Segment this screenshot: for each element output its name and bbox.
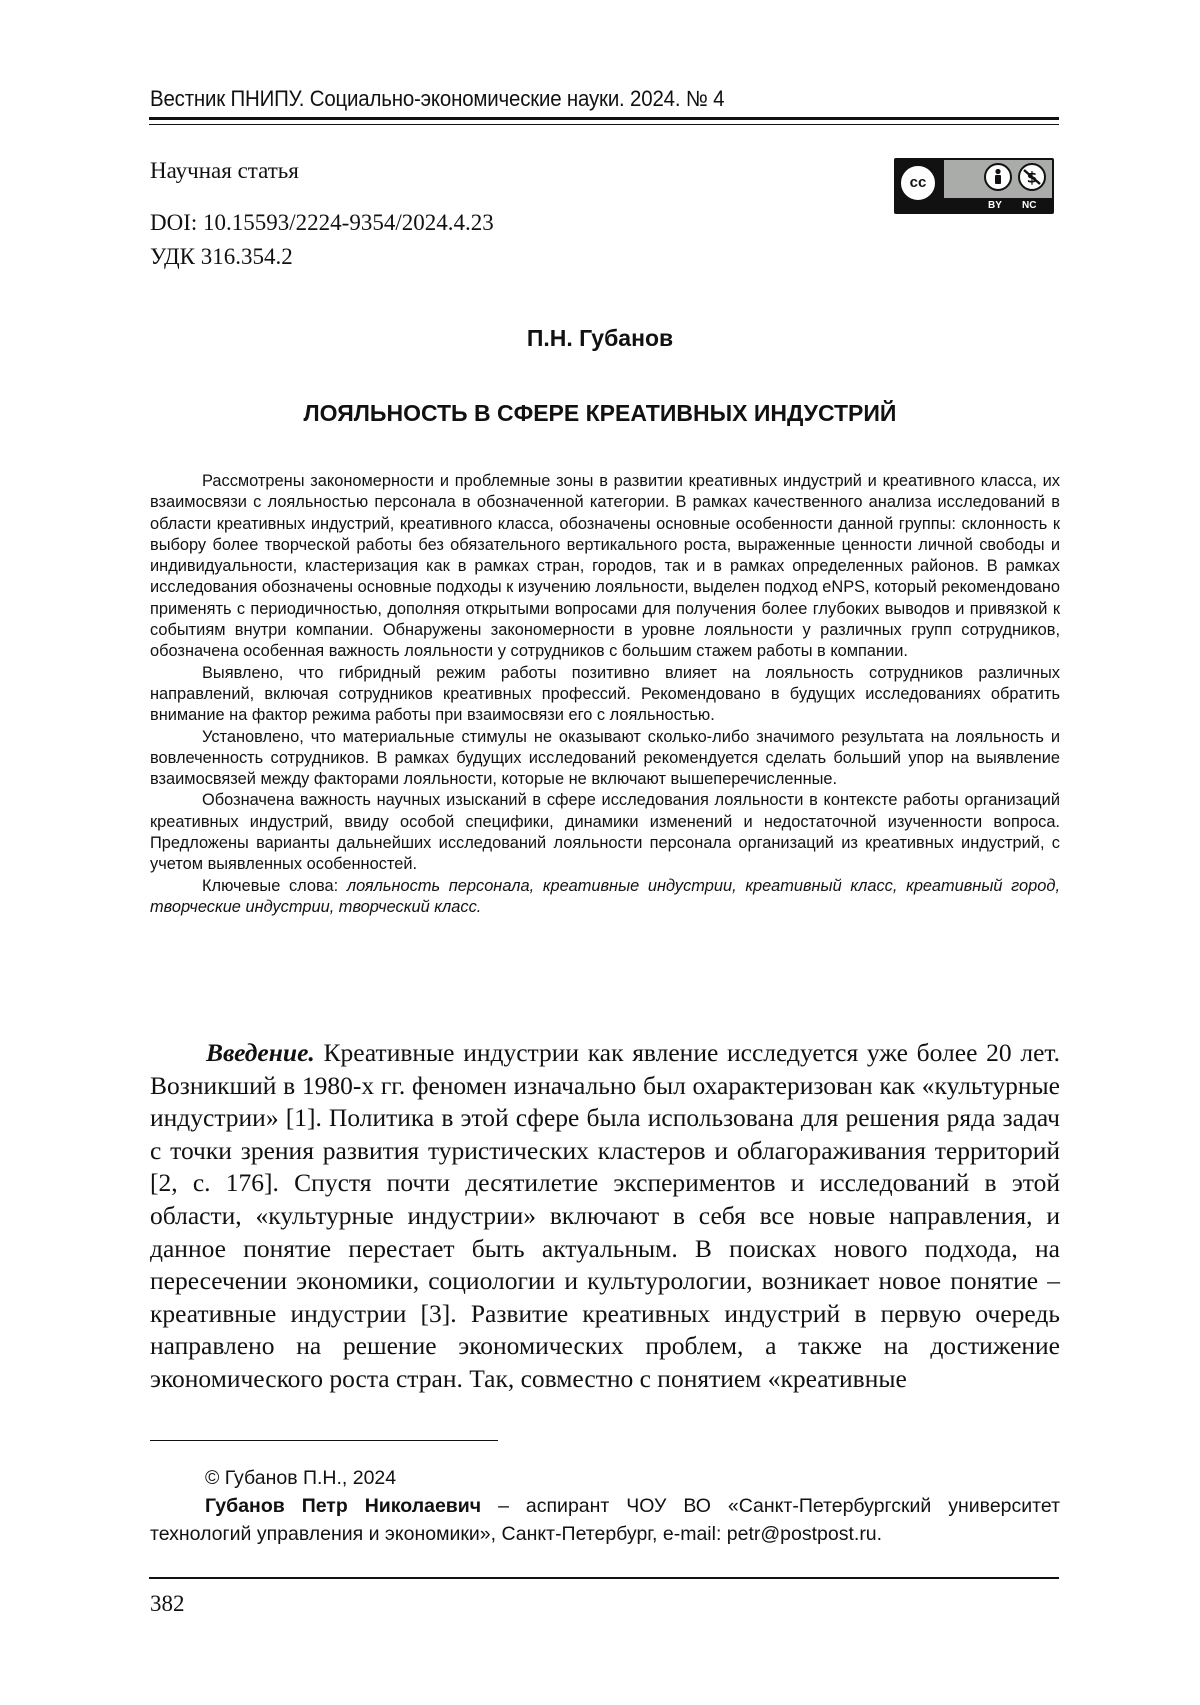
doi: DOI: 10.15593/2224-9354/2024.4.23 — [150, 210, 494, 236]
cc-nc-label: NC — [1022, 200, 1036, 211]
author-bio-text: – аспирант ЧОУ ВО «Санкт-Петербургский университет технологий управления и экономики», Санкт-Петербург, e-mail: petr@postpost.ru. — [150, 1495, 1060, 1545]
abstract-paragraph: Обозначена важность научных изысканий в сфере исследования лояльности в контексте работы организаций креативных индустрий, ввиду особой специфики, динамики изменений и недостаточной изученности вопроса. Предложены варианты дальнейших исследований лояльности персонала организаций из креативных индустрий, с учетом выявленных особенностей. — [150, 790, 1060, 875]
article-type: Научная статья — [150, 158, 299, 184]
footnote-rule — [150, 1440, 498, 1441]
author-bio — [150, 1492, 1060, 1548]
cc-icon: cc — [898, 163, 938, 203]
cc-by-label: BY — [988, 200, 1002, 211]
footer-rule — [149, 1577, 1059, 1579]
article-page — [0, 0, 1200, 1705]
page-number: 382 — [150, 1591, 185, 1617]
udc-code: УДК 316.354.2 — [150, 244, 293, 270]
keywords-list: лояльность персонала, креативные индустрии, креативный класс, креативный город, творческие индустрии, творческий класс. — [150, 877, 1060, 916]
intro-text: Креативные индустрии как явление исследуется уже более 20 лет. Возникший в 1980-х гг. феномен изначально был охарактеризован как «культурные индустрии» [1]. Политика в этой сфере была использована для решения ряда задач с точки зрения развития туристических кластеров и облагораживания территорий [2, с. 176]. Спустя почти десятилетие экспериментов и исследований в этой области, «культурные индустрии» включают в себя все новые направления, и данное понятие перестает быть актуальным. В поисках нового подхода, на пересечении экономики, социологии и культурологии, возникает новое понятие – креативные индустрии [3]. Развитие креативных индустрий в первую очередь направлено на решение экономических проблем, а также на достижение экономического роста стран. Так, совместно с понятием «креативные — [150, 1038, 1060, 1393]
noncommercial-dollar-icon — [1018, 163, 1046, 191]
intro-heading: Введение. — [206, 1038, 315, 1067]
author-name: П.Н. Губанов — [0, 325, 1200, 352]
intro-paragraph — [150, 1037, 1060, 1396]
article-title: ЛОЯЛЬНОСТЬ В СФЕРЕ КРЕАТИВНЫХ ИНДУСТРИЙ — [0, 400, 1200, 427]
running-header: Вестник ПНИПУ. Социально-экономические науки. 2024. № 4 — [150, 86, 996, 112]
body-text — [150, 1037, 1060, 1396]
keywords-label: Ключевые слова: — [202, 877, 338, 895]
abstract-paragraph: Рассмотрены закономерности и проблемные зоны в развитии креативных индустрий и креативного класса, их взаимосвязи с лояльностью персонала в обозначенной категории. В рамках качественного анализа исследований в области креативных индустрий, креативного класса, обозначены основные особенности данной группы: склонность к выбору более творческой работы без обязательного вертикального роста, выраженные ценности личной свободы и индивидуальности, кластеризация как в рамках стран, городов, так и в рамках определенных районов. В рамках исследования обозначены основные подходы к изучению лояльности, выделен подход eNPS, который рекомендовано применять с периодичностью, дополняя открытыми вопросами для получения более глубоких выводов и привязкой к событиям внутри компании. Обнаружены закономерности в уровне лояльности у различных групп сотрудников, обозначена особенная важность лояльности у сотрудников с большим стажем работы в компании. — [150, 471, 1060, 663]
header-rule-thin — [149, 124, 1059, 125]
abstract-paragraph: Установлено, что материальные стимулы не оказывают сколько-либо значимого результата на лояльность и вовлеченность сотрудников. В рамках будущих исследований рекомендуется сделать больший упор на выявление взаимосвязей между факторами лояльности, которые не включают вышеперечисленные. — [150, 727, 1060, 791]
abstract — [150, 471, 1060, 918]
cc-license-badge[interactable] — [894, 158, 1054, 214]
header-rule — [149, 117, 1059, 120]
keywords — [150, 876, 1060, 919]
abstract-paragraph: Выявлено, что гибридный режим работы позитивно влияет на лояльность сотрудников различных направлений, включая сотрудников креативных профессий. Рекомендовано в будущих исследованиях обратить внимание на фактор режима работы при взаимосвязи его с лояльностью. — [150, 663, 1060, 727]
footnote — [150, 1464, 1060, 1548]
copyright-note: © Губанов П.Н., 2024 — [150, 1464, 1060, 1492]
author-full-name: Губанов Петр Николаевич — [205, 1495, 481, 1517]
attribution-person-icon — [984, 163, 1012, 191]
